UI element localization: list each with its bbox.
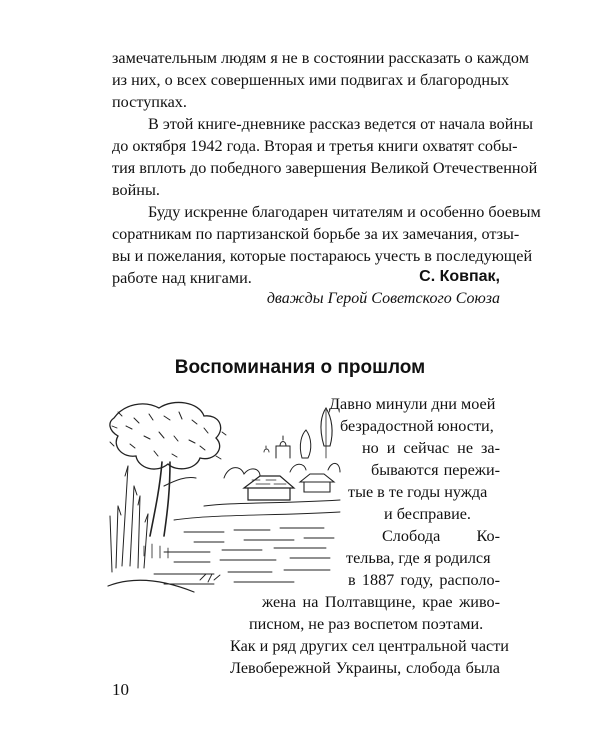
text-line: войны. <box>112 181 160 199</box>
text-line: бываются пережи- <box>371 461 500 479</box>
text-line: вы и пожелания, которые постараюсь учесть в последующей <box>112 247 533 265</box>
text-line: Давно минули дни моей <box>329 395 496 413</box>
text-line: в 1887 году, располо- <box>348 571 500 589</box>
text-line: до октября 1942 года. Вторая и третья книги охватят собы- <box>112 137 518 155</box>
landscape-illustration <box>104 396 344 596</box>
text-line: тия вплоть до победного завершения Великой Отечественной <box>112 159 538 177</box>
text-line: но и сейчас не за- <box>362 439 500 457</box>
signature-name: С. Ковпак, <box>419 268 500 285</box>
text-line: В этой книге-дневнике рассказ ведется от начала войны <box>148 115 533 133</box>
text-line: тые в те годы нужда <box>348 483 488 501</box>
text-line: жена на Полтавщине, крае живо- <box>262 593 500 611</box>
page-number: 10 <box>112 680 129 699</box>
text-line: замечательным людям я не в состоянии рассказать о каждом <box>112 49 529 67</box>
signature-title: дважды Герой Советского Союза <box>266 290 500 307</box>
section-heading: Воспоминания о прошлом <box>174 357 426 378</box>
text-line: писном, не раз воспетом поэтами. <box>249 615 484 633</box>
text-line: Как и ряд других сел центральной части <box>230 637 509 655</box>
text-line: из них, о всех совершенных ими подвигах и благородных <box>112 71 510 89</box>
text-line: соратникам по партизанской борьбе за их замечания, отзы- <box>112 225 520 243</box>
text-line: работе над книгами. <box>112 269 252 287</box>
text-line: и бесправие. <box>384 505 471 523</box>
text-line: поступках. <box>112 93 187 111</box>
text-line: Слобода Ко- <box>382 527 500 545</box>
text-line: Буду искренне благодарен читателям и особенно боевым <box>148 203 541 221</box>
text-line: тельва, где я родился <box>346 549 491 567</box>
text-line: Левобережной Украины, слобода была <box>230 659 500 677</box>
text-line: безрадостной юности, <box>340 417 494 435</box>
